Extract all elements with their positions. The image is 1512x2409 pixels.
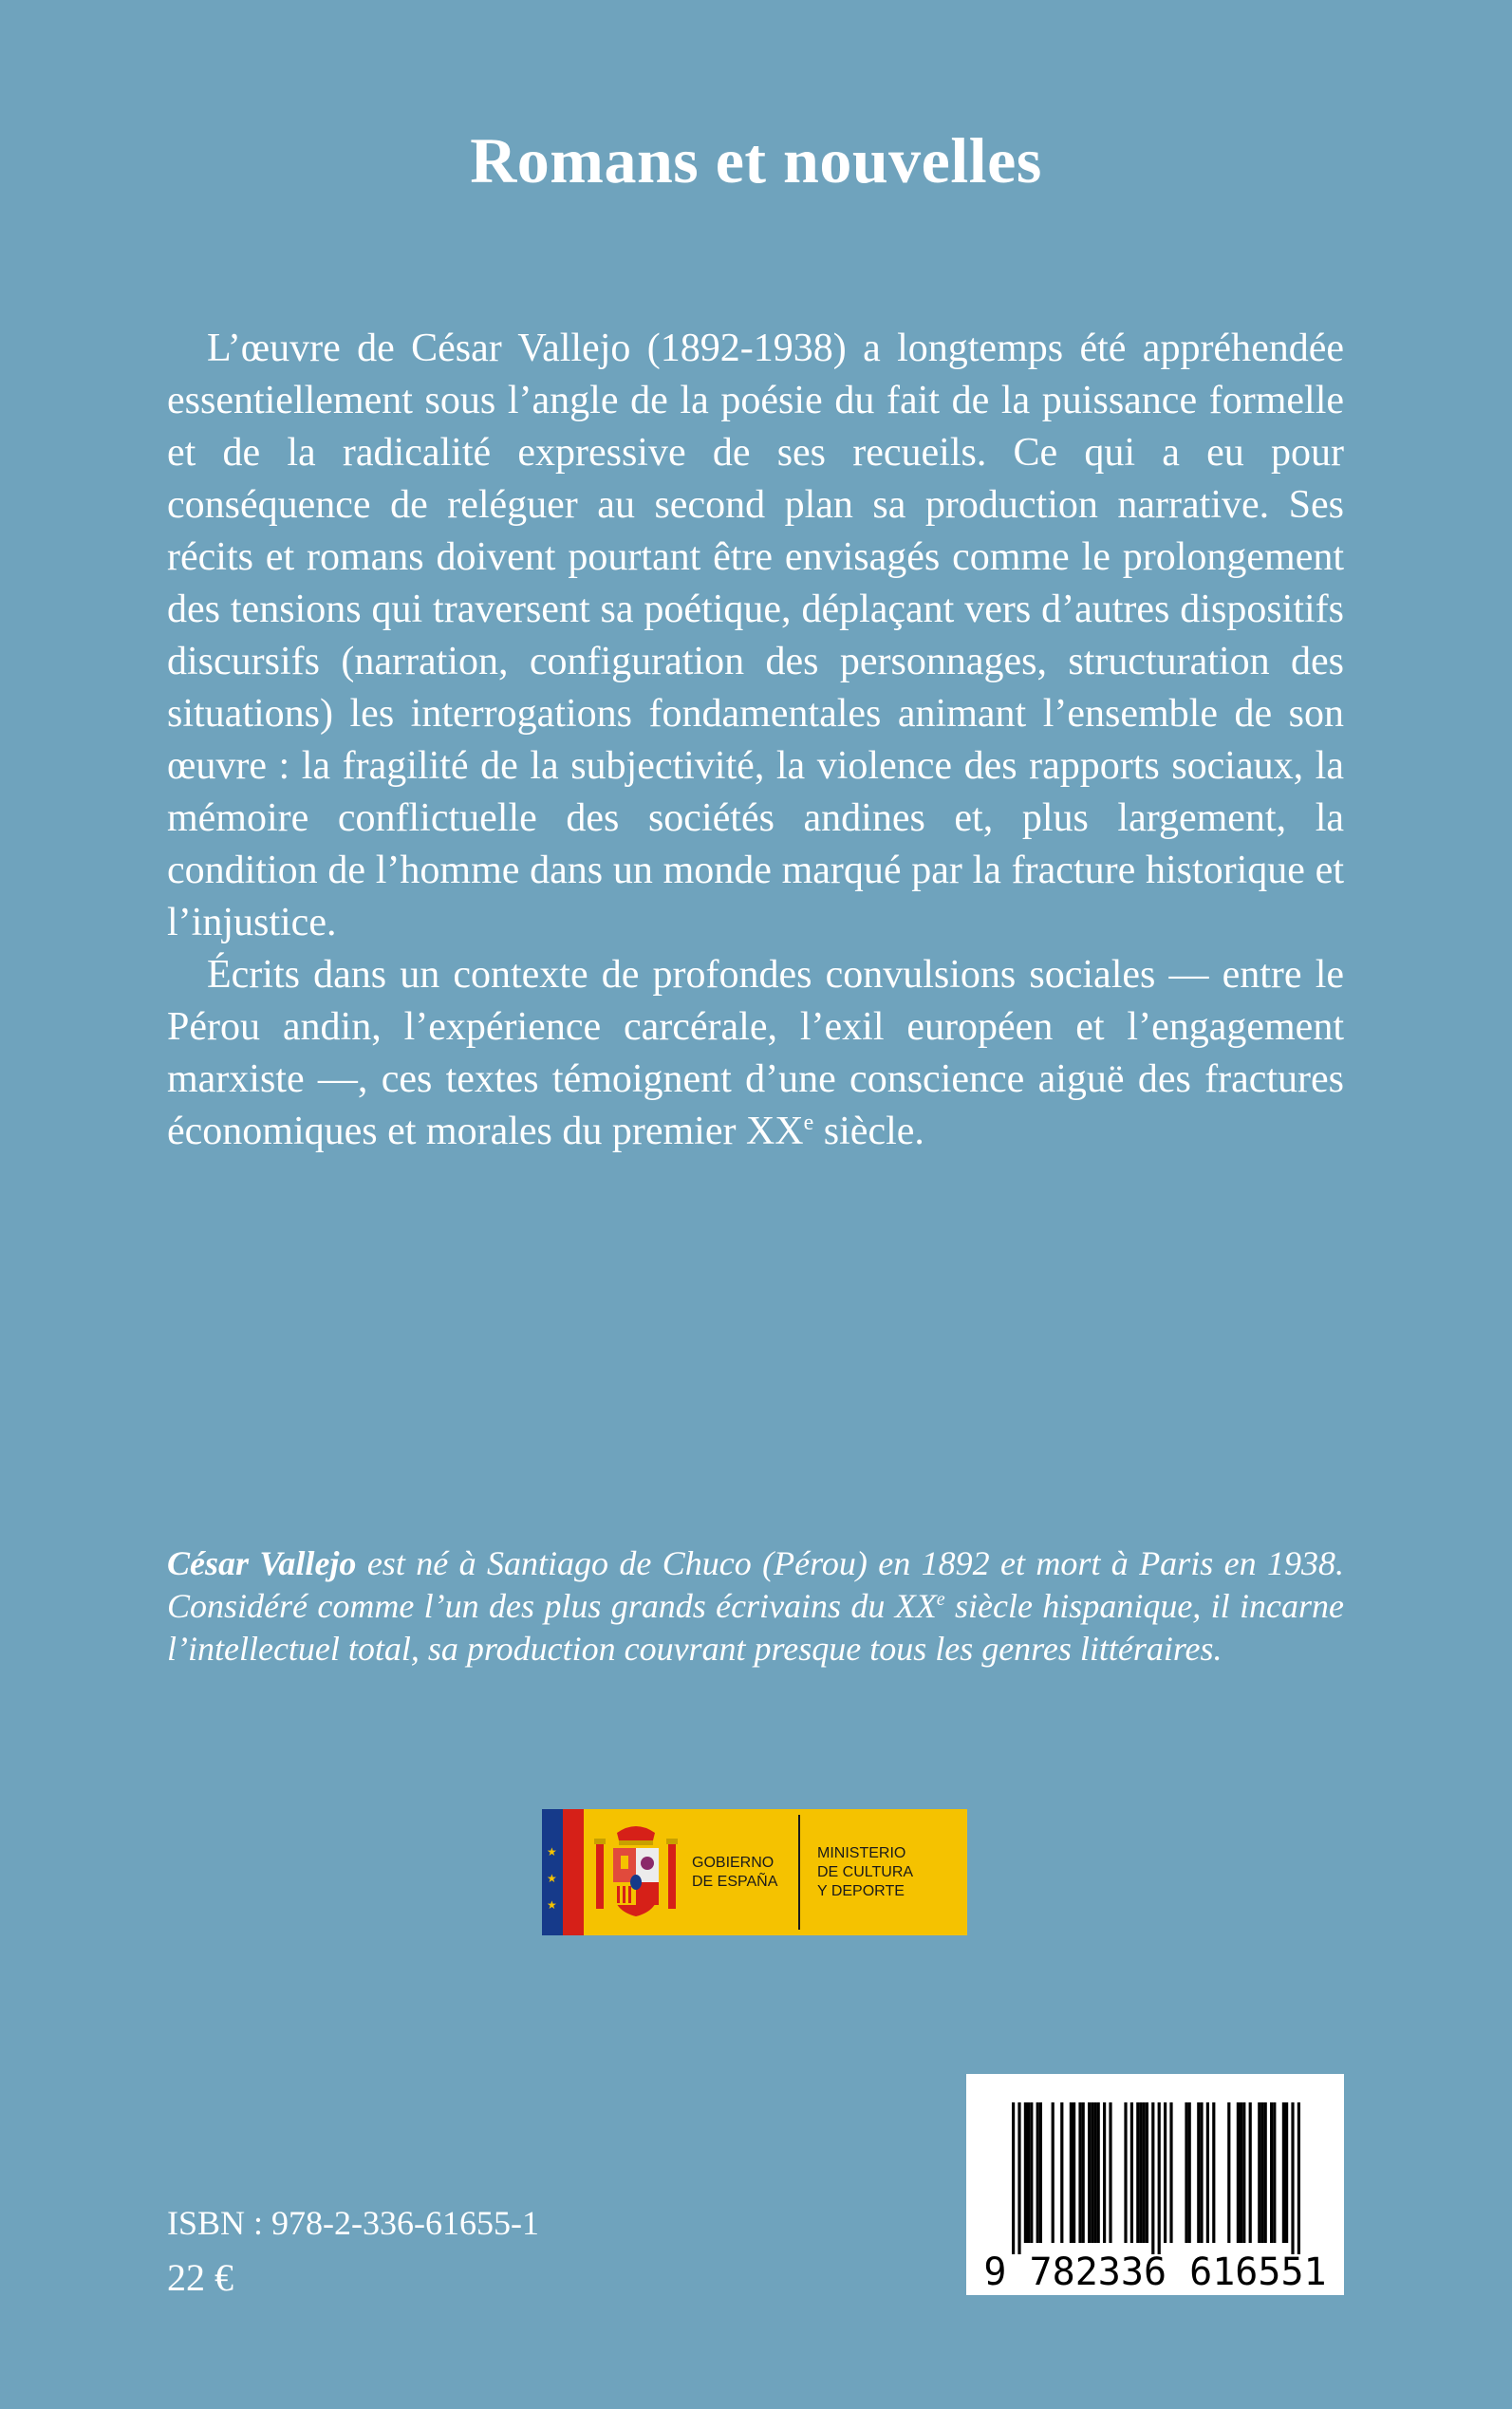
book-title: Romans et nouvelles bbox=[470, 124, 1042, 196]
barcode-bar bbox=[1039, 2102, 1042, 2243]
coat-of-arms-icon bbox=[584, 1809, 688, 1935]
barcode-bar bbox=[1212, 2102, 1215, 2243]
barcode-bar bbox=[1093, 2102, 1096, 2243]
barcode-bar bbox=[1285, 2102, 1288, 2243]
government-label-line-2: DE ESPAÑA bbox=[692, 1873, 778, 1890]
barcode-bar bbox=[1151, 2102, 1154, 2254]
ministry-label-line-2: DE CULTURA bbox=[817, 1863, 914, 1880]
barcode-bar bbox=[1264, 2102, 1267, 2243]
barcode-bar bbox=[1097, 2102, 1100, 2243]
barcode-bar bbox=[1143, 2102, 1146, 2243]
barcode-bar bbox=[1078, 2102, 1081, 2243]
barcode-bar bbox=[1185, 2102, 1187, 2243]
barcode-bar bbox=[1017, 2102, 1020, 2254]
barcode-bar bbox=[1012, 2102, 1015, 2254]
barcode-bar bbox=[1139, 2102, 1142, 2243]
barcode-bar bbox=[1260, 2102, 1263, 2243]
summary-paragraph-1: L’œuvre de César Vallejo (1892-1938) a longtemps été appréhendée essentiellement sous l’angle de la poésie du fait de la puissance formelle et de la radicalité expressive de ses recueils. Ce qui a eu pour conséquence de reléguer au second plan sa production narrative. Ses récits et romans doivent pourtant être envisagés comme le prolongement des tensions qui traversent sa poétique, déplaçant vers d’autres dispositifs discursifs (narration, configuration des personnages, structuration des situations) les interrogations fondamentales animant l’ensemble de son œuvre : la fragilité de la subjectivité, la violence des rapports sociaux, la mémoire conflictuelle des sociétés andines et, plus largement, la condition de l’homme dans un monde marqué par la fracture historique et l’injustice. bbox=[167, 327, 1344, 944]
barcode-bar bbox=[1169, 2102, 1172, 2243]
barcode-bar bbox=[1030, 2102, 1033, 2243]
barcode-bar bbox=[1073, 2102, 1075, 2243]
bio-text-2: siècle hispanique, il incarne l’intellectuel total, sa production couvrant presque tous les genres littéraires. bbox=[167, 1587, 1344, 1668]
summary-paragraph-2 bbox=[167, 949, 1344, 1158]
barcode-bar bbox=[1027, 2102, 1030, 2243]
barcode-bar bbox=[1036, 2102, 1039, 2243]
ministry-label-line-1: MINISTERIO bbox=[817, 1844, 906, 1861]
barcode-bar bbox=[1237, 2102, 1240, 2243]
barcode-bar bbox=[1282, 2102, 1285, 2243]
barcode-graphic bbox=[966, 2074, 1344, 2295]
barcode-bar bbox=[1070, 2102, 1073, 2243]
paragraph-2-superscript: e bbox=[803, 1111, 814, 1135]
ministry-label bbox=[800, 1809, 913, 1935]
barcode-bar bbox=[1130, 2102, 1133, 2243]
paragraph-2-main: Écrits dans un contexte de profondes convulsions sociales — entre le Pérou andin, l’expérience carcérale, l’exil européen et l’engagement marxiste —, ces textes témoignent d’une conscience aiguë des fractures économiques et morales du premier XX bbox=[167, 953, 1344, 1153]
barcode-bar bbox=[1124, 2102, 1127, 2243]
barcode-bar bbox=[1109, 2102, 1111, 2243]
barcode-bar bbox=[1240, 2102, 1242, 2243]
bio-superscript: e bbox=[936, 1589, 945, 1610]
barcode-bar bbox=[1088, 2102, 1091, 2243]
barcode-bar bbox=[1146, 2102, 1148, 2243]
bio-text-1: est né à Santiago de Chuco (Pérou) en 1892 et mort à Paris en 1938. Considéré comme l’un des plus grands écrivains du XX bbox=[167, 1544, 1344, 1625]
barcode-bar bbox=[1188, 2102, 1191, 2243]
summary-text bbox=[167, 323, 1344, 1158]
barcode-bar bbox=[1273, 2102, 1276, 2243]
eu-flag-strip: ★ ★ ★ bbox=[542, 1809, 563, 1935]
barcode-bar bbox=[1200, 2102, 1203, 2243]
government-label bbox=[688, 1809, 798, 1935]
barcode-bar bbox=[1258, 2102, 1260, 2243]
ministry-logo bbox=[542, 1809, 967, 1935]
barcode-bar bbox=[1297, 2102, 1300, 2254]
author-bio bbox=[167, 1542, 1344, 1671]
isbn-number: ISBN : 978-2-336-61655-1 bbox=[167, 2204, 539, 2242]
barcode-bar bbox=[1158, 2102, 1161, 2254]
barcode-bar bbox=[1227, 2102, 1230, 2243]
barcode-bar bbox=[1197, 2102, 1200, 2243]
barcode-bar bbox=[1206, 2102, 1209, 2243]
ministry-label-line-3: Y DEPORTE bbox=[817, 1882, 905, 1899]
barcode-bar bbox=[1060, 2102, 1063, 2243]
barcode-bar bbox=[1270, 2102, 1273, 2243]
paragraph-2-end: siècle. bbox=[813, 1110, 924, 1153]
barcode-bar bbox=[1091, 2102, 1093, 2243]
author-name: César Vallejo bbox=[167, 1544, 357, 1582]
price: 22 € bbox=[167, 2256, 233, 2299]
barcode-bar bbox=[1136, 2102, 1139, 2243]
government-label-line-1: GOBIERNO bbox=[692, 1854, 775, 1871]
barcode-bar bbox=[1291, 2102, 1294, 2254]
barcode-bar bbox=[1024, 2102, 1027, 2243]
barcode-digits: 9 782336 616551 bbox=[983, 2250, 1327, 2294]
barcode-bar bbox=[1249, 2102, 1252, 2243]
barcode bbox=[966, 2074, 1344, 2295]
barcode-bar bbox=[1052, 2102, 1055, 2243]
barcode-bar bbox=[1164, 2102, 1167, 2243]
barcode-bar bbox=[1103, 2102, 1106, 2243]
barcode-bar bbox=[1082, 2102, 1085, 2243]
barcode-bar bbox=[1242, 2102, 1245, 2243]
spain-flag-red-stripe bbox=[563, 1809, 584, 1935]
